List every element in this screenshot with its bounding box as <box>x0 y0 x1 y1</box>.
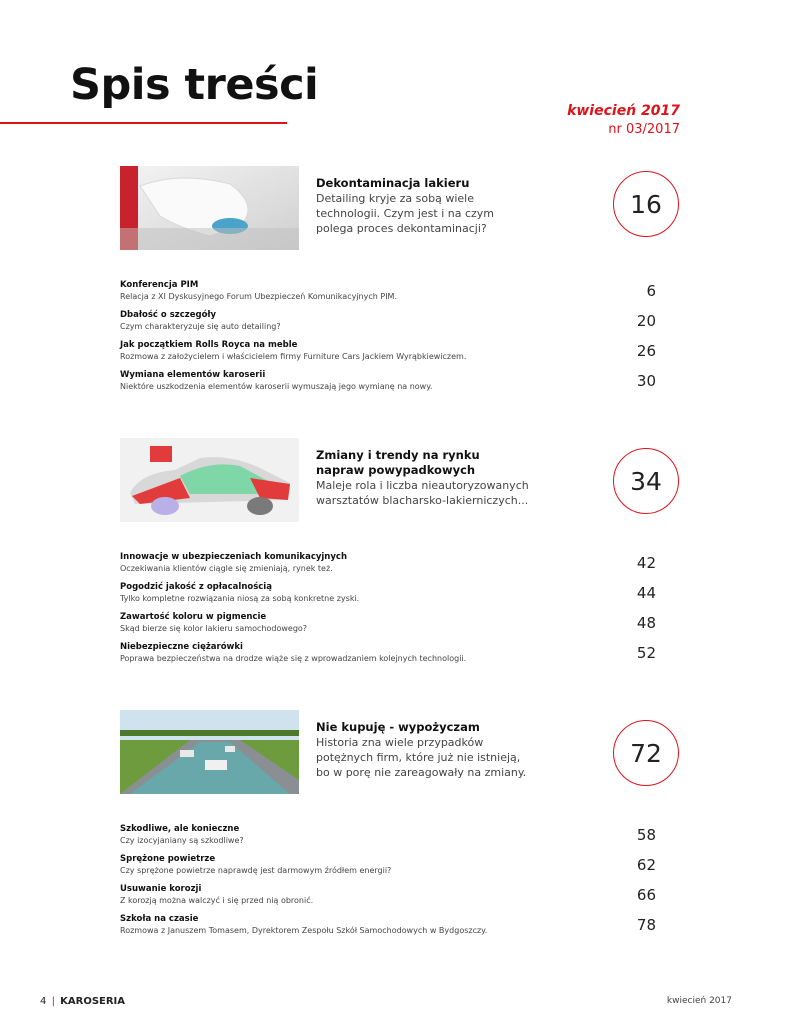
toc-item-title: Dbałość o szczegóły <box>120 310 217 320</box>
toc-list <box>120 552 682 672</box>
toc-item-description: Czy sprężone powietrze naprawdę jest darmowym źródłem energii? <box>120 866 392 875</box>
toc-item-description: Tylko kompletne rozwiązania niosą za sobą konkretne zyski. <box>120 594 360 603</box>
feature-article[interactable] <box>120 166 682 250</box>
toc-item-description: Rozmowa z założycielem i właścicielem firmy Furniture Cars Jackiem Wyrąbkiewiczem. <box>120 352 467 361</box>
toc-item-description: Relacja z XI Dyskusyjnego Forum Ubezpieczeń Komunikacyjnych PIM. <box>120 292 397 301</box>
toc-item-title: Szkodliwe, ale konieczne <box>120 824 240 834</box>
feature-article[interactable] <box>120 438 682 522</box>
toc-item[interactable] <box>120 854 682 884</box>
toc-item-title: Wymiana elementów karoserii <box>120 370 266 380</box>
feature-article[interactable] <box>120 710 682 794</box>
toc-item-description: Czym charakteryzuje się auto detailing? <box>120 322 281 331</box>
feature-description: Detailing kryje za sobą wiele technologii. Czym jest i na czym polega proces dekontaminacji? <box>316 192 495 235</box>
feature-page-number: 16 <box>613 171 679 237</box>
toc-item[interactable] <box>120 884 682 914</box>
toc-item[interactable] <box>120 370 682 400</box>
toc-item[interactable] <box>120 914 682 944</box>
feature-page-number: 72 <box>613 720 679 786</box>
toc-item[interactable] <box>120 582 682 612</box>
toc-item[interactable] <box>120 552 682 582</box>
feature-description: Maleje rola i liczba nieautoryzowanych warsztatów blacharsko-lakierniczych... <box>316 479 529 507</box>
feature-title: Nie kupuję - wypożyczam <box>316 720 480 734</box>
toc-item-page: 20 <box>636 312 656 330</box>
toc-list <box>120 280 682 400</box>
toc-item-page: 52 <box>636 644 656 662</box>
feature-page-number: 34 <box>613 448 679 514</box>
footer-magazine-name: KAROSERIA <box>60 996 126 1007</box>
toc-item-page: 58 <box>636 826 656 844</box>
toc-item-title: Sprężone powietrze <box>120 854 216 864</box>
toc-item-description: Z korozją można walczyć i się przed nią obronić. <box>120 896 314 905</box>
toc-item-title: Pogodzić jakość z opłacalnością <box>120 582 272 592</box>
toc-list <box>120 824 682 944</box>
toc-item-page: 66 <box>636 886 656 904</box>
gloved-hand-polishing-icon <box>120 166 299 250</box>
toc-item-title: Usuwanie korozji <box>120 884 202 894</box>
toc-item-title: Jak początkiem Rolls Royca na meble <box>120 340 298 350</box>
feature-title: Dekontaminacja lakieru <box>316 176 470 190</box>
footer-date: kwiecień 2017 <box>666 996 732 1006</box>
toc-item-description: Poprawa bezpieczeństwa na drodze wiąże się z wprowadzaniem kolejnych technologii. <box>120 654 467 663</box>
toc-item-description: Skąd bierze się kolor lakieru samochodowego? <box>120 624 308 633</box>
toc-item-title: Niebezpieczne ciężarówki <box>120 642 243 652</box>
footer-page-number: 4 <box>40 996 47 1007</box>
toc-item[interactable] <box>120 642 682 672</box>
toc-item-page: 44 <box>636 584 656 602</box>
toc-item-page: 26 <box>636 342 656 360</box>
toc-item-title: Konferencja PIM <box>120 280 199 290</box>
toc-item-description: Czy izocyjaniany są szkodliwe? <box>120 836 244 845</box>
toc-item-description: Niektóre uszkodzenia elementów karoserii wymuszają jego wymianę na nowy. <box>120 382 433 391</box>
issue-number: nr 03/2017 <box>608 122 680 137</box>
toc-item-page: 42 <box>636 554 656 572</box>
toc-item-title: Innowacje w ubezpieczeniach komunikacyjnych <box>120 552 347 562</box>
toc-item[interactable] <box>120 310 682 340</box>
page-title: Spis treści <box>70 60 319 110</box>
toc-item[interactable] <box>120 280 682 310</box>
toc-item-page: 78 <box>636 916 656 934</box>
highway-sensors-icon <box>120 710 299 794</box>
feature-title: Zmiany i trendy na rynku napraw powypadkowych <box>316 448 480 477</box>
toc-item-page: 30 <box>636 372 656 390</box>
exploded-car-body-icon <box>120 438 299 522</box>
toc-item[interactable] <box>120 340 682 370</box>
toc-item[interactable] <box>120 612 682 642</box>
toc-section-1 <box>120 166 682 391</box>
toc-item-description: Oczekiwania klientów ciągle się zmieniają, rynek też. <box>120 564 333 573</box>
feature-description: Historia zna wiele przypadków potężnych firm, które już nie istnieją, bo w porę nie zareagowały na zmiany. <box>316 736 527 779</box>
footer-magazine <box>40 996 125 1007</box>
toc-item-title: Zawartość koloru w pigmencie <box>120 612 267 622</box>
toc-item-description: Rozmowa z Januszem Tomasem, Dyrektorem Zespołu Szkół Samochodowych w Bydgoszczy. <box>120 926 488 935</box>
toc-item-page: 62 <box>636 856 656 874</box>
toc-section-3 <box>120 710 682 935</box>
toc-item[interactable] <box>120 824 682 854</box>
footer-separator: | <box>51 996 55 1007</box>
toc-item-title: Szkoła na czasie <box>120 914 199 924</box>
issue-date: kwiecień 2017 <box>567 103 680 119</box>
title-underline <box>0 122 287 124</box>
toc-item-page: 48 <box>636 614 656 632</box>
toc-section-2 <box>120 438 682 663</box>
toc-item-page: 6 <box>646 282 656 300</box>
